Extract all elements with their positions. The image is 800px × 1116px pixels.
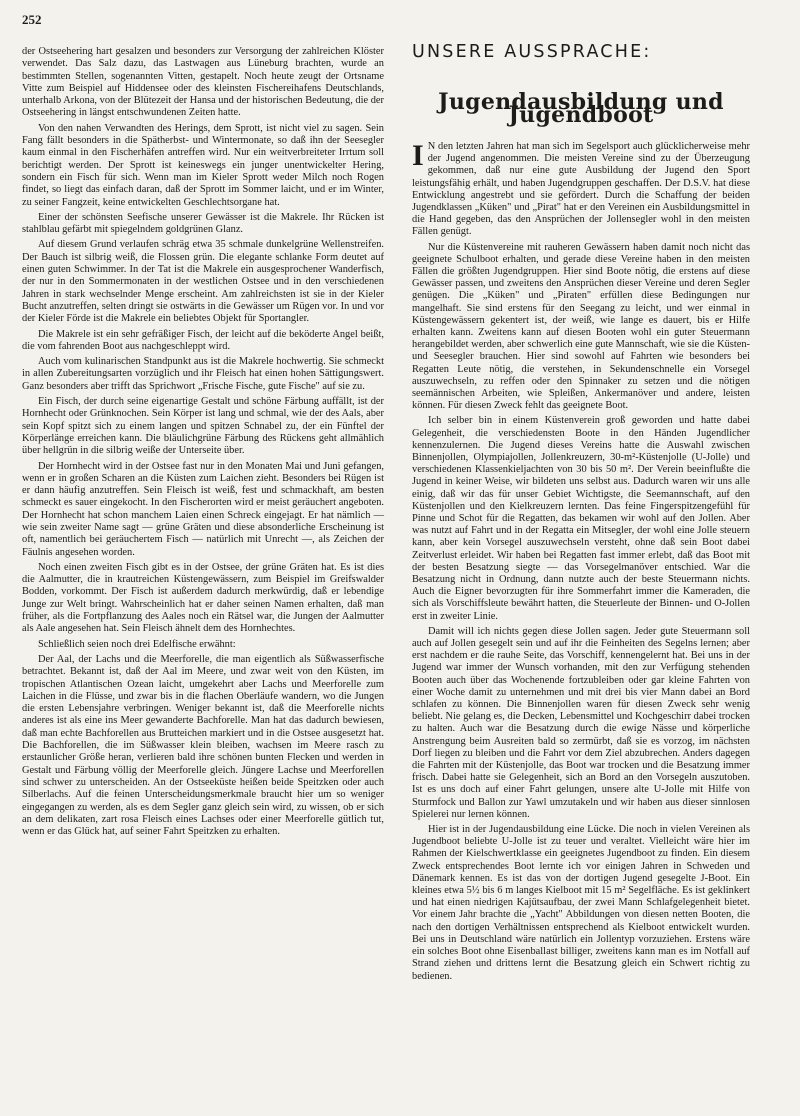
paragraph	[412, 138, 750, 239]
paragraph: Auf diesem Grund verlaufen schräg etwa 35 schmale dunkelgrüne Wellenstreifen. Der Bauch ist silbrig weiß, die Flossen grün. Die elegante schlanke Form deutet auf einen guten Schwimmer. In der Tat ist die Makrele ein ausgesprochener Wanderfisch, der nur in den Sommermonaten in der westlichen Ostsee und in den verschiedenen Jahren in stark wechselnder Menge erscheint. Am zahlreichsten ist sie in der Kieler Bucht anzutreffen, selten dringt sie ostwärts in die Gewässer um Rügen vor. In und vor der Kieler Förde ist die Makrele ein beliebtes Objekt für Sportangler.	[22, 239, 384, 325]
paragraph: Der Aal, der Lachs und die Meerforelle, die man eigentlich als Süßwasserfische betrachtet. Bekannt ist, daß der Aal im Meere, und zwar weit von den Küsten, im tropischen Atlantischen Ozean laicht, umgekehrt aber Lachs und Meerforelle zum Laichen in die Flüsse, und zwar bis in die flachen Oberläufe wandern, wo die Jungen die ersten Lebensjahre verbringen. Weniger bekannt ist, daß die Meerforelle nichts anderes ist als eine ins Meer gewanderte Bachforelle. Man hat das dadurch bewiesen, daß man echte Bachforellen aus Brutteichen markiert und in die Ostsee ausgesetzt hat. Die Bachforellen, die im Süßwasser klein bleiben, wachsen im Meere rasch zu erstaunlicher Größe heran, verlieren bald ihre schönen bunten Flecken und werden in Gestalt und Färbung völlig der Meerforelle gleich. Jüngere Lachse und Meerforellen sind schwer zu unterscheiden. An der Ostseeküste heißen beide Speitzken oder auch Silberlachs. Auf die feinen Unterscheidungsmerkmale braucht hier um so weniger eingegangen zu werden, als es dem Segler ganz gleich sein wird, zu wissen, ob er sich an dem delikaten, zart rosa Fleisch eines Lachses oder einer Meerforelle gütlich tut, wenn er das Glück hat, auf seiner Fahrt Speitzken zu erhalten.	[22, 653, 384, 838]
paragraph: Die Makrele ist ein sehr gefräßiger Fisch, der leicht auf die beköderte Angel beißt, die vom fahrenden Boot aus nachgeschleppt wird.	[22, 328, 384, 352]
paragraph: Noch einen zweiten Fisch gibt es in der Ostsee, der grüne Gräten hat. Es ist dies die Aalmutter, die in krautreichen Küstengewässern, zum Beispiel im Greifswalder Bodden, vorkommt. Der Fisch ist außerdem dadurch merkwürdig, daß er lebendige Junge zur Welt bringt. Wahrscheinlich hat er daher seinen Namen erhalten, daß man früher, als die Fortpflanzung des Aales noch ein Rätsel war, die Jungen der Aalmutter als Aale angesehen hat. Sein Fleisch ähnelt dem des Hornhechtes.	[22, 561, 384, 635]
section-heading: UNSERE AUSSPRACHE:	[412, 42, 652, 62]
article-title: Jugendausbildung und Jugendboot	[438, 89, 724, 128]
page-number: 252	[22, 12, 42, 27]
paragraph: Der Hornhecht wird in der Ostsee fast nur in den Monaten Mai und Juni gefangen, wenn er in großen Scharen an die Küsten zum Laichen zieht. Besonders bei Rügen ist er dann häufig anzutreffen. Sein Fleisch ist weiß, fest und schmackhaft, am besten schmeckt es sauer eingekocht. In den Fischerorten wird er meist geräuchert angeboten. Der Hornhecht hat schon manchem Laien einen Schreck eingejagt. Er hat nämlich — wie sein zweiter Name sagt — grüne Gräten und diese absonderliche Erscheinung ist oft, namentlich bei geräuchertem Fisch — natürlich mit Unrecht —, als Zeichen der Fäulnis angesehen worden.	[22, 460, 384, 558]
paragraph: Hier ist in der Jugendausbildung eine Lücke. Die noch in vielen Vereinen als Jugendboot beliebte U-Jolle ist zu teuer und veraltet. Vielleicht wäre hier im Rahmen der Kielschwertklasse ein geeignetes Jugendboot zu finden. Ein diesem Zweck entsprechendes Boot lernte ich vor einigen Jahren in Schweden und Dänemark kennen. Es ist das von der dortigen Jugend gesegelte J-Boot. Ein kleines etwa 5½ bis 6 m langes Kielboot mit 15 m² Segelfläche. Es ist geklinkert und hat einen niedrigen Kajütsaufbau, der zwei Mann Schlafgelegenheit bietet. Vor einem Jahr brachte die „Yacht" Abbildungen von diesen netten Booten, die nach den dortigen Verhältnissen entsprechend als Kielboot entwickelt wurden. Bei uns in Deutschland wäre natürlich ein Jollentyp vorzuziehen. Erstens wäre ein solches Boot ohne Eisenballast billiger, zweitens kann man es im Notfall auf Strand ziehen und drittens lernt die Besatzung gleich ein Schwert richtig zu bedienen.	[412, 824, 750, 982]
paragraph: Damit will ich nichts gegen diese Jollen sagen. Jeder gute Steuermann soll auch auf Jollen gesegelt sein und auf ihr die Feinheiten des Segelns lernen; aber erst nachdem er die rauhe Seite, das Vorschiff, kennengelernt hat. Bei uns in der Jugend war immer der Wunsch vorhanden, mit den zur Verfügung stehenden Booten auch über das Wochenende fortzubleiben oder gar kleine Fahrten von einer Woche damit zu unternehmen und mit drei bis vier Mann dabei an Bord schlafen zu können. Die Binnenjollen waren für diesen Zweck sehr wenig beliebt. Nie gelang es, die Decken, Lebensmittel und Kochgeschirr dabei trocken zu halten. Auch war die Besatzung durch die ewige Nässe und körperliche Anstrengung beim Ausreiten bald so zermürbt, daß sie es vorzog, im nächsten Dorf liegen zu bleiben und die Fahrt vor dem Ziel abzubrechen. Anders dagegen die Fahrten mit der Küstenjolle, das Boot war trocken und die Besatzung immer frisch. Dabei hatte sie Gelegenheit, sich an Bord an den Vorsegeln auszutoben. Ist es uns doch auf einer Fahrt gelungen, unsere alte U-Jolle mit Hilfe von Sturmfock und Ballon zur Yawl umzutakeln und wir haben aus dieser sinnlosen Spielerei nur lernen können.	[412, 625, 750, 820]
paragraph-text: N den letzten Jahren hat man sich im Segelsport auch glücklicherweise mehr der Jugend angenommen. Die meisten Vereine sind zu der Überzeugung gekommen, daß nur eine gute Ausbildung der Jugend den Sport leistungsfähig erhält, und haben Jugendgruppen geschaffen. Der D.S.V. hat diese Entwicklung angestrebt und sie gefördert. Durch die Schaffung der beiden Jugendklassen „Küken" und „Pirat" hat er den Vereinen ein Ausbildungsmittel in die Hand gegeben, das den Ansprüchen der Jollensegler wohl in den meisten Fällen genügt.	[412, 140, 750, 238]
paragraph: Ein Fisch, der durch seine eigenartige Gestalt und schöne Färbung auffällt, ist der Hornhecht oder Grünknochen. Sein Körper ist lang und schmal, wie der des Aals, aber sein Kopf spitzt sich zu einem langen und spitzen Schnabel zu, der ein Fünftel der Körperlänge erreichen kann. Die bläulichgrüne Färbung des Rückens geht allmählich über hellgrün in die silbrig weiße der Unterseite über.	[22, 396, 384, 457]
paragraph: der Ostseehering hart gesalzen und besonders zur Versorgung der zahlreichen Klöster verwendet. Das Salz dazu, das Lastwagen aus Lüneburg brachten, wurde an bestimmten Stellen, sogenannten Vitten, gestapelt. Noch heute zeugt der Ortsname Vitte zum Beispiel auf Hiddensee oder des kleinsten Fischereihafens Deutschlands, unterhalb Arkona, von der Blütezeit der Hansa und der historischen Bedeutung, die der Ostseehering in längst entschwundenen Zeiten hatte.	[22, 46, 384, 119]
left-column	[22, 46, 384, 841]
paragraph: Von den nahen Verwandten des Herings, dem Sprott, ist nicht viel zu sagen. Sein Fang fällt besonders in die Spätherbst- und Wintermonate, so daß ihn der Seesegler kaum einmal in den Fischerhäfen antreffen wird. Nur ein weitverbreiteter Irrtum soll berichtigt werden. Der Sprott ist keineswegs ein junger unentwickelter Hering, sondern ein Fisch für sich. Wenn man im Kieler Sprott weder Milch noch Rogen findet, so liegt das einfach daran, daß der Sprott im Sommer laicht, und er im Winter, zu seiner Fangzeit, keine entwickelten Geschlechtsorgane hat.	[22, 122, 384, 208]
paragraph: Einer der schönsten Seefische unserer Gewässer ist die Makrele. Ihr Rücken ist stahlblau gefärbt mit spiegelndem goldgrünen Glanz.	[22, 211, 384, 236]
paragraph: Ich selber bin in einem Küstenverein groß geworden und hatte dabei Gelegenheit, die verschiedensten Boote in den Händen Jugendlicher kennenzulernen. Die Jugend dieses Vereins hatte die Auswahl zwischen Binnenjollen, Olympiajollen, Jollenkreuzern, 30-m²-Küstenjolle (U-Jolle) und verschiedenen Klassenkieljachten von 30 bis 50 m². Der Verein beeinflußte die Jugend in keiner Weise, wir bildeten uns selbst aus. Dadurch waren wir uns alle einig, daß wir das für unser Gebiet Wichtigste, die Seemannschaft, auf den Küstenjollen und den Kielkreuzern lernten. Das feine Fingerspitzengefühl für Pinne und Schot für die Regatten, das bekamen wir wohl auf den Jollen. Aber was nutzt auf Fahrt und in der Regatta ein Mitsegler, der wohl eine Jolle steuern kann, aber kein Vorsegel auszuwechseln versteht, ohne daß sein Boot dabei Zeitverlust erleidet. Wir haben bei Regatten fast immer erlebt, daß das Boot mit der besten Besatzung siegte — das Vorsegelmanöver entschied. War die Besatzung nicht in Ordnung, dann nutzte auch der beste Steuermann nichts. Auch die Eigner bevorzugten für ihre Sommerfahrt immer die Kameraden, die sich als Vorschiffsleute bewährt hatten, die Steuerleute der Binnen- und O-Jollen erst in zweiter Linie.	[412, 415, 750, 622]
paragraph: Auch vom kulinarischen Standpunkt aus ist die Makrele hochwertig. Sie schmeckt in allen Zubereitungsarten vorzüglich und ihr Fleisch hat einen hohen Sättigungswert. Ganz besonders aber trifft das Sprichwort „Frische Fische, gute Fische" auf sie zu.	[22, 356, 384, 392]
paragraph: Nur die Küstenvereine mit rauheren Gewässern haben damit noch nicht das geeignete Schulboot erhalten, und gerade diese Vereine haben in den meisten Fällen die größten Jugendgruppen. Hier sind Boote nötig, die erstens auf diese Gewässer passen, und zweitens den Ansprüchen dieser Vereine und deren Segler genügen. Die „Küken" und „Piraten" erfüllen diese Bedingungen nur mangelhaft. Sie sind erstens für den Seegang zu leicht, und wer einmal in Küstengewässern gekentert ist, der weiß, wie lange es dauert, bis er Hilfe erhalten kann. Zweitens kann auf diesen Booten wohl ein guter Steuermann herangebildet werden, aber schwerlich eine gute Mannschaft, wie sie die Küsten- und Seesegler brauchen. Hier sind sowohl auf Fahrten wie besonders bei Regatten Leute nötig, die verstehen, in Sekundenschnelle ein Vorsegel auszuwechseln, zu reffen oder den Spinnaker zu setzen und die nötigen seemännischen Arbeiten, wie Spleißen, Ankermanöver und andere, leisten können. Für diesen Zweck fehlt das geeignete Boot.	[412, 241, 750, 412]
right-column	[412, 42, 750, 986]
drop-cap: I	[412, 138, 424, 172]
paragraph: Schließlich seien noch drei Edelfische erwähnt:	[38, 638, 236, 650]
